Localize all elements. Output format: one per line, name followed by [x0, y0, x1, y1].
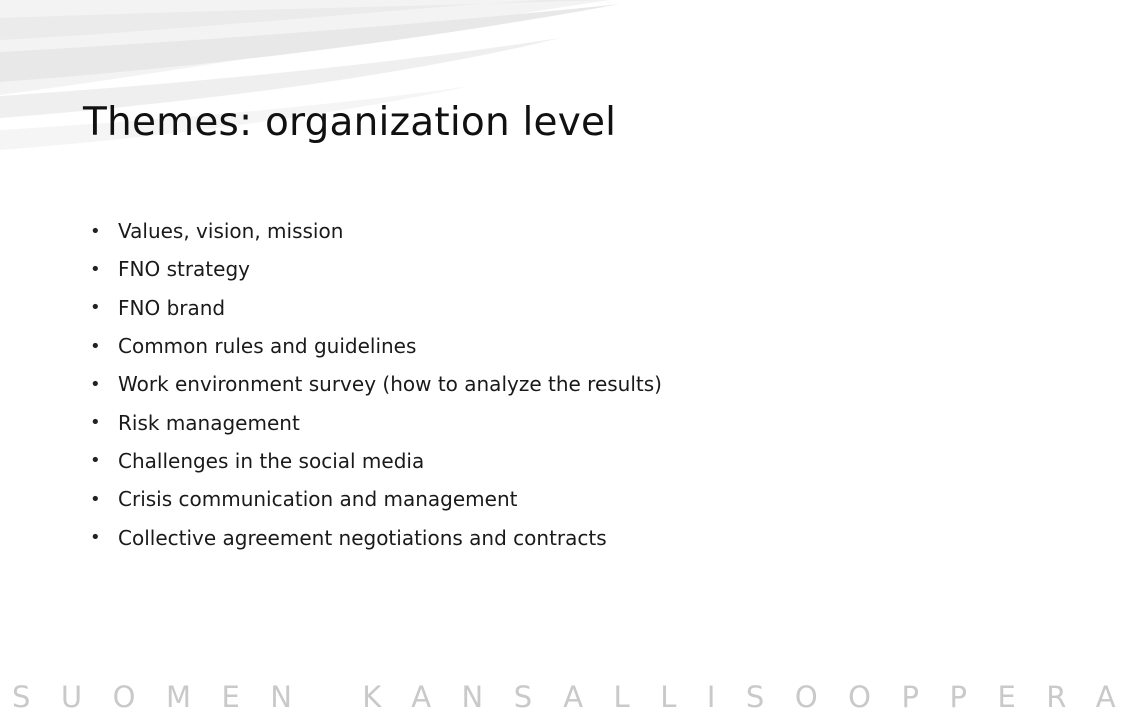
bullet-text: Values, vision, mission	[118, 219, 344, 244]
bullet-item	[90, 403, 662, 441]
footer-wordmark-logo: SUOMEN KANSALLISOOPPERA	[12, 680, 1146, 714]
bullet-item	[90, 365, 662, 403]
bullet-text: Challenges in the social media	[118, 448, 425, 473]
bullet-dot-icon: •	[90, 488, 101, 510]
bullet-dot-icon: •	[90, 527, 101, 549]
bullet-text: Collective agreement negotiations and contracts	[118, 525, 607, 550]
slide-title: Themes: organization level	[83, 100, 617, 145]
bullet-dot-icon: •	[90, 450, 101, 472]
bullet-item	[90, 518, 662, 556]
bullet-list	[90, 212, 662, 557]
bullet-dot-icon: •	[90, 258, 101, 280]
bullet-text: FNO strategy	[118, 257, 250, 282]
bullet-item	[90, 212, 662, 250]
bullet-text: Crisis communication and management	[118, 487, 518, 512]
bullet-dot-icon: •	[90, 297, 101, 319]
bullet-text: Work environment survey (how to analyze the results)	[118, 372, 662, 397]
bullet-item	[90, 289, 662, 327]
bullet-dot-icon: •	[90, 373, 101, 395]
bullet-text: Risk management	[118, 410, 300, 435]
bullet-dot-icon: •	[90, 220, 101, 242]
bullet-item	[90, 250, 662, 288]
bullet-dot-icon: •	[90, 412, 101, 434]
bullet-text: Common rules and guidelines	[118, 334, 417, 359]
bullet-item	[90, 327, 662, 365]
bullet-text: FNO brand	[118, 295, 226, 320]
bullet-item	[90, 480, 662, 518]
bullet-dot-icon: •	[90, 335, 101, 357]
bullet-item	[90, 442, 662, 480]
